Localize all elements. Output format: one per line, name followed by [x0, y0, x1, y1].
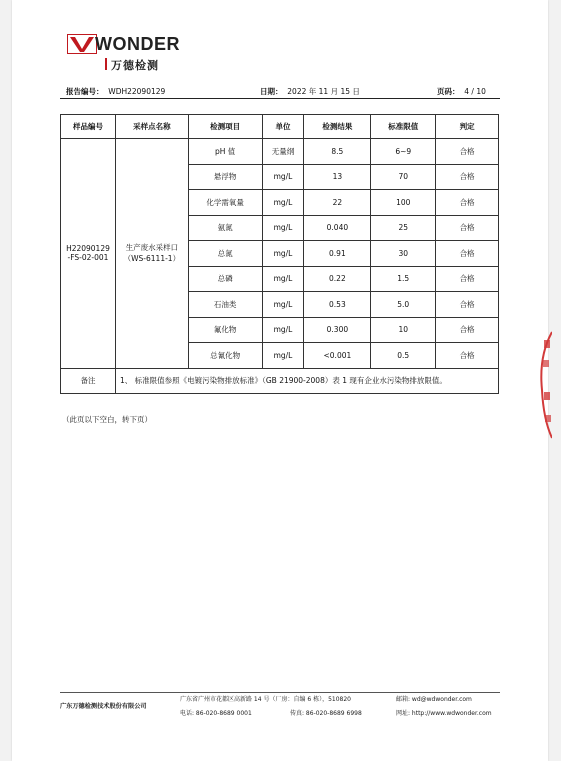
result-cell: <0.001: [304, 343, 371, 369]
table-header-row: [61, 115, 499, 139]
header-result: 检测结果: [304, 115, 371, 139]
header-test-item: 检测项目: [188, 115, 262, 139]
item-cell: 石油类: [188, 292, 262, 318]
limit-cell: 5.0: [371, 292, 436, 318]
result-cell: 13: [304, 164, 371, 190]
page-number: 页码： 4 / 10: [437, 87, 486, 96]
verdict-cell: 合格: [436, 215, 499, 241]
footer-company: 广东万德检测技术股份有限公司: [60, 703, 147, 710]
header-divider: [60, 98, 500, 99]
header-unit: 单位: [262, 115, 304, 139]
unit-cell: 无量纲: [262, 139, 304, 165]
result-cell: 0.91: [304, 241, 371, 267]
unit-cell: mg/L: [262, 343, 304, 369]
footer-phone: 电话: 86-020-8689 0001: [180, 710, 252, 717]
report-page: [12, 0, 548, 761]
table-row: [61, 139, 499, 165]
result-cell: 0.22: [304, 266, 371, 292]
item-cell: 化学需氧量: [188, 190, 262, 216]
footer-divider: [60, 692, 500, 693]
result-cell: 8.5: [304, 139, 371, 165]
item-cell: 总磷: [188, 266, 262, 292]
unit-cell: mg/L: [262, 266, 304, 292]
blank-page-note: （此页以下空白，转下页）: [62, 415, 152, 424]
header-limit: 标准限值: [371, 115, 436, 139]
unit-cell: mg/L: [262, 215, 304, 241]
footer-address: 广东省广州市花都区高新路 14 号（厂房：自编 6 栋），510820: [180, 696, 351, 703]
result-cell: 22: [304, 190, 371, 216]
sampling-point-cell: 生产废水采样口 （WS-6111-1）: [115, 139, 188, 369]
unit-cell: mg/L: [262, 317, 304, 343]
report-number: 报告编号： WDH22090129: [66, 87, 166, 96]
note-label-cell: 备注: [61, 368, 116, 394]
unit-cell: mg/L: [262, 164, 304, 190]
verdict-cell: 合格: [436, 343, 499, 369]
footer-email: 邮箱: wd@wdwonder.com: [396, 696, 472, 703]
note-text-cell: 1、 标准限值参照《电镀污染物排放标准》（GB 21900-2008）表 1 现有企业水污染物排放限值。: [115, 368, 498, 394]
limit-cell: 100: [371, 190, 436, 216]
footer-fax: 传真: 86-020-8689 6998: [290, 710, 362, 717]
seal-stamp-icon: [532, 330, 552, 440]
limit-cell: 10: [371, 317, 436, 343]
unit-cell: mg/L: [262, 292, 304, 318]
verdict-cell: 合格: [436, 164, 499, 190]
result-cell: 0.53: [304, 292, 371, 318]
report-date: 日期： 2022 年 11 月 15 日: [260, 87, 360, 96]
limit-cell: 0.5: [371, 343, 436, 369]
logo-v-mark-icon: [67, 34, 97, 54]
result-cell: 0.300: [304, 317, 371, 343]
verdict-cell: 合格: [436, 266, 499, 292]
result-cell: 0.040: [304, 215, 371, 241]
unit-cell: mg/L: [262, 241, 304, 267]
item-cell: 氟化物: [188, 317, 262, 343]
results-table: [60, 114, 499, 394]
logo-brand-text: WONDER: [95, 33, 180, 54]
limit-cell: 25: [371, 215, 436, 241]
item-cell: 氨氮: [188, 215, 262, 241]
verdict-cell: 合格: [436, 190, 499, 216]
limit-cell: 1.5: [371, 266, 436, 292]
company-logo: [67, 34, 197, 74]
sample-no-cell: H22090129 -FS-02-001: [61, 139, 116, 369]
verdict-cell: 合格: [436, 292, 499, 318]
verdict-cell: 合格: [436, 139, 499, 165]
item-cell: 总氰化物: [188, 343, 262, 369]
footer-website: 网址: http://www.wdwonder.com: [396, 710, 492, 717]
header-sample-no: 样品编号: [61, 115, 116, 139]
verdict-cell: 合格: [436, 241, 499, 267]
item-cell: 总氮: [188, 241, 262, 267]
note-row: [61, 368, 499, 394]
unit-cell: mg/L: [262, 190, 304, 216]
limit-cell: 70: [371, 164, 436, 190]
header-sampling-point: 采样点名称: [115, 115, 188, 139]
limit-cell: 6~9: [371, 139, 436, 165]
header-verdict: 判定: [436, 115, 499, 139]
verdict-cell: 合格: [436, 317, 499, 343]
limit-cell: 30: [371, 241, 436, 267]
item-cell: pH 值: [188, 139, 262, 165]
logo-sub-text: 万德检测: [111, 59, 159, 72]
item-cell: 悬浮物: [188, 164, 262, 190]
